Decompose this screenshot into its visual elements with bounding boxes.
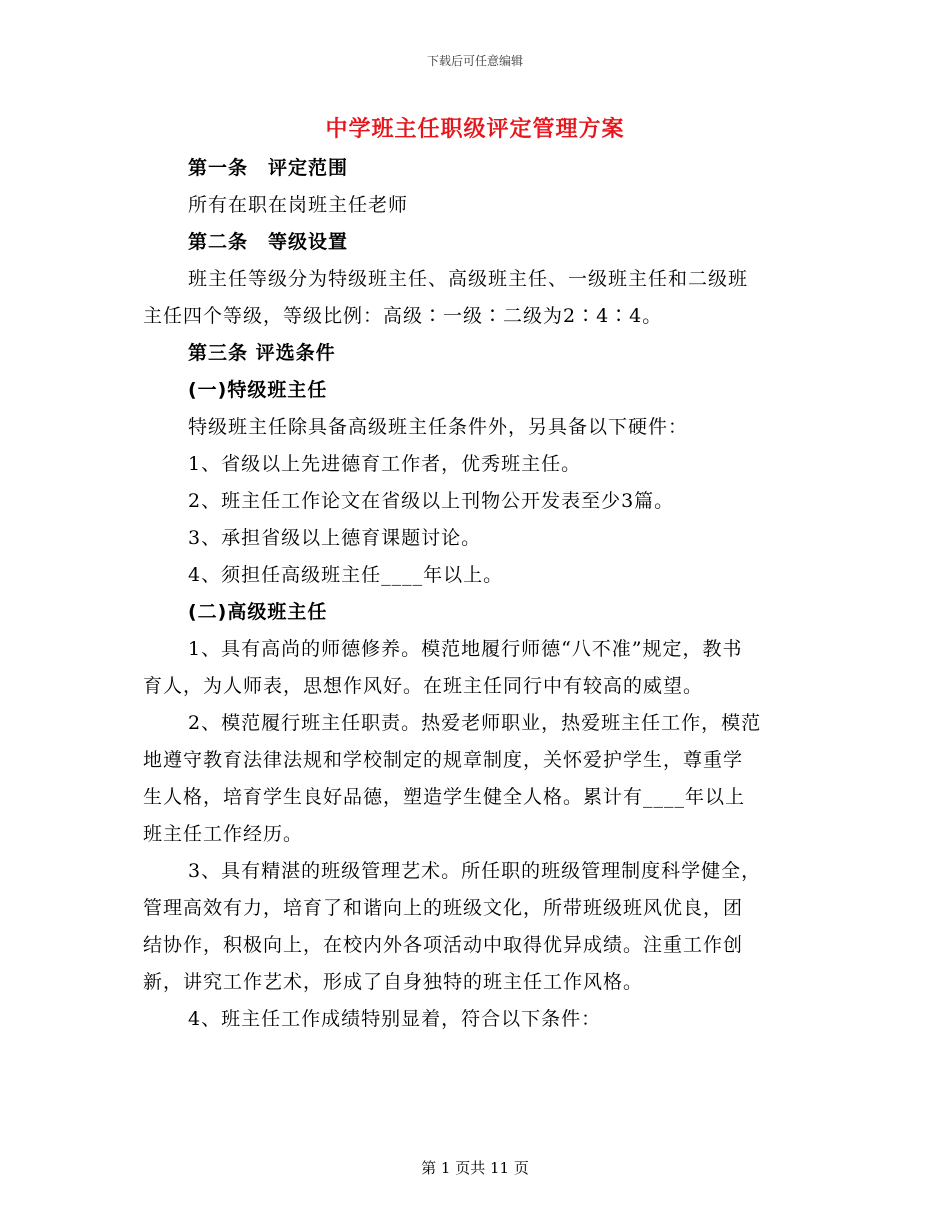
paragraph-line: 地遵守教育法律法规和学校制定的规章制度，关怀爱护学生，尊重学 bbox=[143, 749, 744, 771]
section-heading-senior: (二)高级班主任 bbox=[188, 601, 328, 623]
list-item: 4、班主任工作成绩特别显着，符合以下条件： bbox=[188, 1008, 602, 1030]
paragraph-line: 结协作，积极向上，在校内外各项活动中取得优异成绩。注重工作创 bbox=[143, 934, 744, 956]
paragraph-line: 所有在职在岗班主任老师 bbox=[188, 194, 409, 216]
page-number: 第 1 页共 11 页 bbox=[421, 1159, 529, 1177]
section-heading-special: (一)特级班主任 bbox=[188, 379, 328, 401]
paragraph-line: 班主任等级分为特级班主任、高级班主任、一级班主任和二级班 bbox=[188, 268, 749, 290]
article-2-heading: 第二条 等级设置 bbox=[188, 231, 349, 253]
article-1-heading: 第一条 评定范围 bbox=[188, 157, 349, 179]
paragraph-line: 特级班主任除具备高级班主任条件外，另具备以下硬件： bbox=[188, 416, 689, 438]
list-item: 3、具有精湛的班级管理艺术。所任职的班级管理制度科学健全， bbox=[188, 860, 762, 882]
list-item: 3、承担省级以上德育课题讨论。 bbox=[188, 527, 482, 549]
page-header-note: 下载后可任意编辑 bbox=[426, 54, 523, 68]
paragraph-line: 主任四个等级，等级比例：高级∶一级∶二级为2∶4∶4。 bbox=[143, 305, 663, 327]
list-item: 4、须担任高级班主任____年以上。 bbox=[188, 564, 504, 586]
paragraph-line: 班主任工作经历。 bbox=[143, 823, 304, 845]
document-title: 中学班主任职级评定管理方案 bbox=[325, 117, 625, 142]
list-item: 2、模范履行班主任职责。热爱老师职业，热爱班主任工作，模范 bbox=[188, 712, 762, 734]
list-item: 1、具有高尚的师德修养。模范地履行师德“八不准”规定，教书 bbox=[188, 638, 743, 660]
paragraph-line: 育人，为人师表，思想作风好。在班主任同行中有较高的威望。 bbox=[143, 675, 704, 697]
list-item: 2、班主任工作论文在省级以上刊物公开发表至少3篇。 bbox=[188, 490, 675, 512]
paragraph-line: 新，讲究工作艺术，形成了自身独特的班主任工作风格。 bbox=[143, 971, 644, 993]
document-body bbox=[143, 150, 808, 1038]
paragraph-line: 生人格，培育学生良好品德，塑造学生健全人格。累计有____年以上 bbox=[143, 786, 746, 808]
list-item: 1、省级以上先进德育工作者，优秀班主任。 bbox=[188, 453, 582, 475]
article-3-heading: 第三条 评选条件 bbox=[188, 342, 336, 364]
paragraph-line: 管理高效有力，培育了和谐向上的班级文化，所带班级班风优良，团 bbox=[143, 897, 744, 919]
